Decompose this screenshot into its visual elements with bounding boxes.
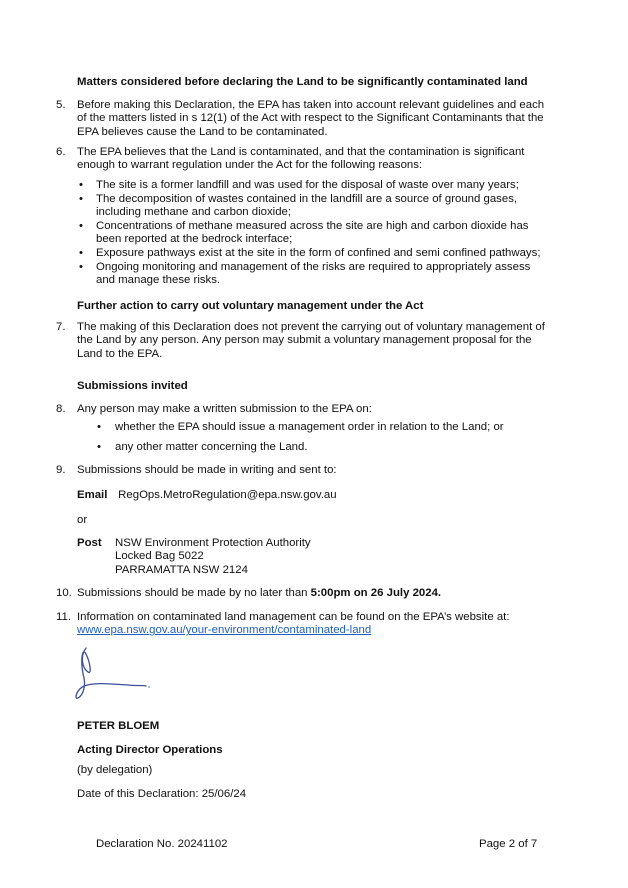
item-number-5: 5. [56, 99, 66, 111]
item-number-9: 9. [56, 464, 66, 476]
item-number-7: 7. [56, 321, 66, 333]
post-address [115, 537, 311, 577]
deadline-value: 5:00pm on 26 July 2024. [310, 587, 442, 599]
item-text-5: Before making this Declaration, the EPA has taken into account relevant guidelines and each of the matters listed in s 12(1) of the Act with respect to the Significant Contaminants that the EPA believes cause the Land to be contaminated. [77, 99, 545, 138]
signatory-name: PETER BLOEM [77, 720, 160, 732]
post-address-line: NSW Environment Protection Authority [115, 537, 311, 549]
item-text-10 [77, 587, 547, 600]
bullet-dot: • [79, 247, 83, 259]
delegation-note: (by delegation) [77, 764, 153, 776]
reason-bullet: Ongoing monitoring and management of the risks are required to appropriately assess and manage these risks. [96, 261, 531, 287]
item-text-9: Submissions should be made in writing and sent to: [77, 464, 337, 476]
email-label: Email [77, 489, 108, 501]
item-text-11 [77, 611, 547, 638]
signature-image [70, 642, 160, 702]
submission-topic-bullet: whether the EPA should issue a management order in relation to the Land; or [115, 421, 504, 433]
submission-topic-bullet: any other matter concerning the Land. [115, 441, 308, 453]
section-heading-submissions: Submissions invited [77, 380, 188, 392]
or-text: or [77, 514, 88, 526]
bullet-dot: • [79, 179, 83, 191]
post-address-line: Locked Bag 5022 [115, 550, 204, 563]
item-text-6: The EPA believes that the Land is contaminated, and that the contamination is significant enough to warrant regulation under the Act for the following reasons: [77, 146, 525, 172]
item-text-8: Any person may make a written submission to the EPA on: [77, 403, 372, 415]
bullet-dot: • [79, 193, 83, 205]
post-label-text: Post [77, 537, 102, 549]
post-label [77, 537, 102, 550]
item-number-10: 10. [56, 587, 72, 599]
contaminated-land-link[interactable]: www.epa.nsw.gov.au/your-environment/contaminated-land [77, 624, 372, 637]
item-number-8: 8. [56, 403, 66, 415]
item-number-6: 6. [56, 146, 66, 158]
reason-bullet: The site is a former landfill and was used for the disposal of waste over many years; [96, 179, 519, 191]
bullet-dot: • [97, 421, 101, 433]
bullet-dot: • [97, 441, 101, 453]
footer-page-number: Page 2 of 7 [479, 838, 538, 850]
footer-declaration-number: Declaration No. 20241102 [96, 838, 228, 850]
item-text-7: The making of this Declaration does not prevent the carrying out of voluntary management of the Land by any person. Any person may submit a voluntary management proposal for the Land to the EPA. [77, 321, 545, 360]
website-intro: Information on contaminated land management can be found on the EPA’s website at: [77, 611, 510, 623]
section-heading-further-action: Further action to carry out voluntary management under the Act [77, 300, 424, 312]
item-number-11: 11. [56, 611, 71, 623]
deadline-intro: Submissions should be made by no later than [77, 587, 311, 599]
post-address-line: PARRAMATTA NSW 2124 [115, 563, 248, 576]
reason-bullet: The decomposition of wastes contained in the landfill are a source of ground gases, including methane and carbon dioxide; [96, 193, 518, 219]
section-heading-matters: Matters considered before declaring the Land to be significantly contaminated land [77, 76, 528, 88]
email-row [77, 489, 337, 502]
reason-bullet: Exposure pathways exist at the site in the form of confined and semi confined pathways; [96, 247, 541, 259]
signatory-title: Acting Director Operations [77, 744, 223, 756]
declaration-date: Date of this Declaration: 25/06/24 [77, 788, 247, 800]
reason-bullet: Concentrations of methane measured across the site are high and carbon dioxide has been reported at the bedrock interface; [96, 220, 529, 246]
email-address: RegOps.MetroRegulation@epa.nsw.gov.au [118, 489, 337, 501]
bullet-dot: • [79, 261, 83, 273]
bullet-dot: • [79, 220, 83, 232]
